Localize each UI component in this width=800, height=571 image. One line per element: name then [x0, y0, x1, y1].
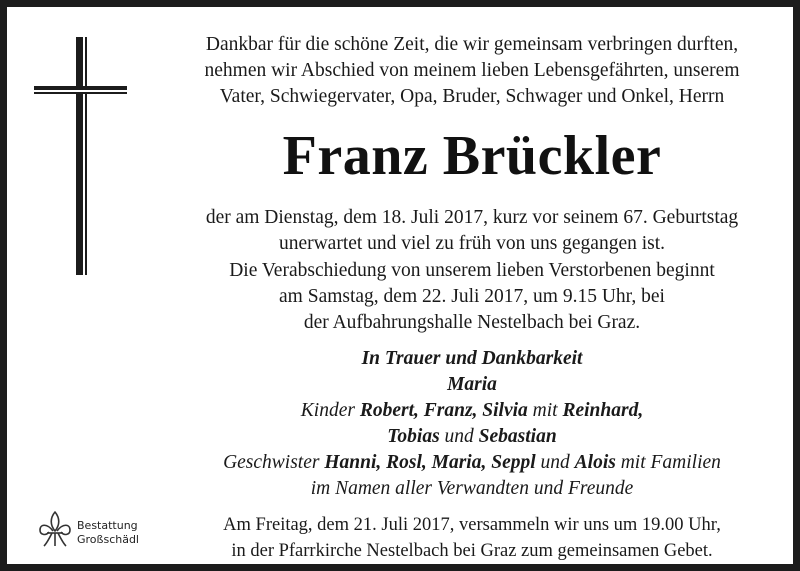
- deceased-name: Franz Brückler: [282, 125, 662, 187]
- death-line: der am Dienstag, dem 18. Juli 2017, kurz vor seinem 67. Geburtstag: [205, 207, 739, 228]
- grandchild-und: und: [444, 426, 474, 447]
- prayer-line: Am Freitag, dem 21. Juli 2017, versammeln wir uns um 19.00 Uhr,: [223, 515, 721, 535]
- funeral-home-logo: [37, 509, 152, 553]
- death-line: unerwartet und viel zu früh von uns gegangen ist.: [278, 233, 666, 254]
- siblings-line: [147, 450, 797, 476]
- children-spouse: Reinhard,: [562, 400, 644, 421]
- siblings-prefix: Geschwister: [223, 452, 320, 473]
- logo-line: Bestattung: [77, 519, 138, 532]
- cross-vertical-bar: [76, 37, 85, 275]
- siblings-suffix: mit Familien: [620, 452, 721, 473]
- farewell-text: [147, 258, 797, 336]
- prayer-notice: [147, 512, 797, 564]
- siblings-und: und: [540, 452, 570, 473]
- mourning-heading: In Trauer und Dankbarkeit: [361, 348, 583, 369]
- children-line: [147, 398, 797, 424]
- intro-text: [147, 32, 797, 110]
- children-mit: mit: [532, 400, 558, 421]
- farewell-line: Die Verabschiedung von unserem lieben Verstorbenen beginnt: [229, 260, 715, 281]
- grandchild-name: Sebastian: [478, 426, 557, 447]
- grandchildren-line: [147, 424, 797, 450]
- siblings-last: Alois: [574, 452, 616, 473]
- fleur-de-lis-icon: [37, 509, 73, 549]
- prayer-line: in der Pfarrkirche Nestelbach bei Graz zum gemeinsamen Gebet.: [231, 541, 713, 561]
- grandchild-name: Tobias: [387, 426, 440, 447]
- children-names: Robert, Franz, Silvia: [359, 400, 528, 421]
- logo-line: Großschädl: [77, 533, 139, 546]
- children-prefix: Kinder: [300, 400, 355, 421]
- death-text: [147, 205, 797, 257]
- mourners-block: [147, 346, 797, 502]
- siblings-names: Hanni, Rosl, Maria, Seppl: [324, 452, 536, 473]
- intro-line: nehmen wir Abschied von meinem lieben Lebensgefährten, unserem: [204, 60, 740, 81]
- intro-line: Dankbar für die schöne Zeit, die wir gemeinsam verbringen durften,: [205, 34, 739, 55]
- partner-name: Maria: [447, 374, 497, 395]
- farewell-line: am Samstag, dem 22. Juli 2017, um 9.15 Uhr, bei: [279, 286, 665, 307]
- farewell-line: der Aufbahrungshalle Nestelbach bei Graz.: [303, 312, 641, 333]
- cross-horizontal-bar: [34, 86, 127, 92]
- intro-line: Vater, Schwiegervater, Opa, Bruder, Schwager und Onkel, Herrn: [219, 86, 725, 107]
- relatives-line: im Namen aller Verwandten und Freunde: [310, 478, 634, 499]
- funeral-home-name: [77, 519, 139, 547]
